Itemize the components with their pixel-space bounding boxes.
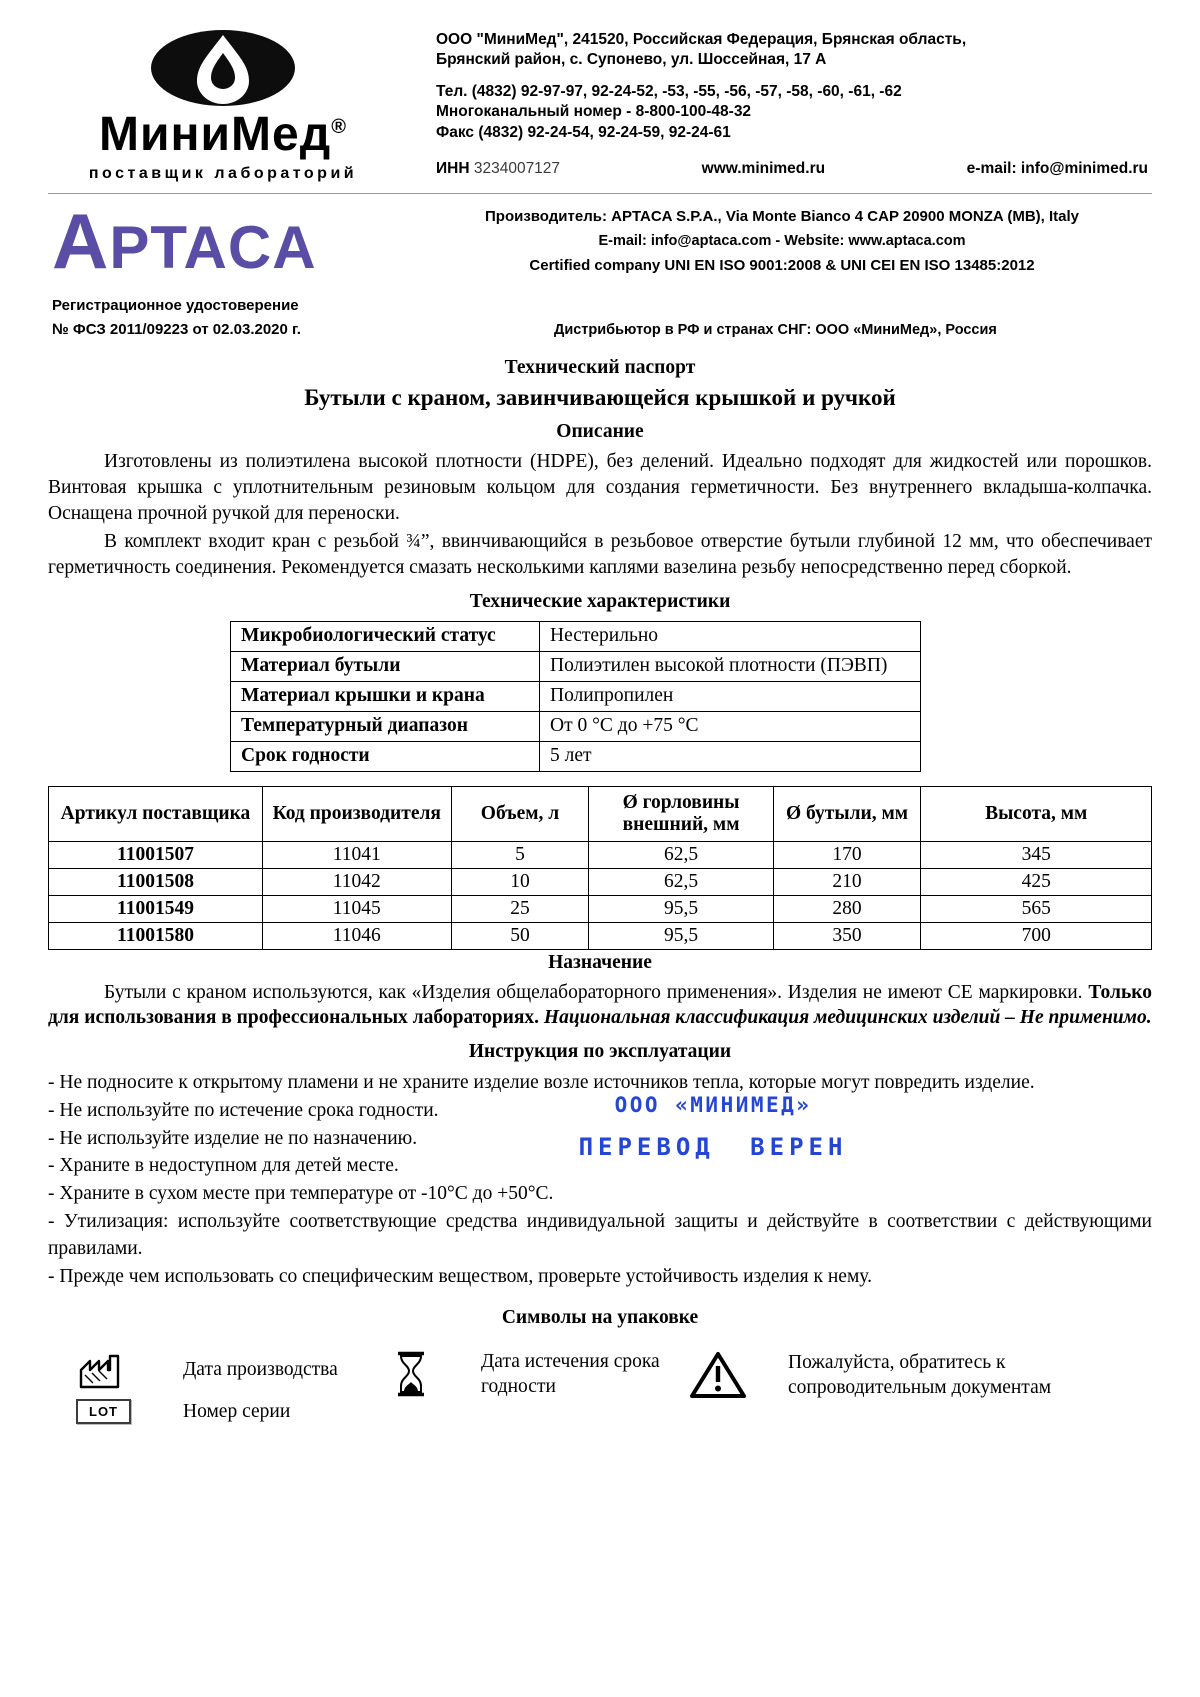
cell-neck-diameter: 62,5: [589, 841, 773, 868]
instructions-heading: Инструкция по эксплуатации: [468, 1041, 732, 1063]
description-paragraph: В комплект входит кран с резьбой ¾”, ввинчивающийся в резьбовое отверстие бутыли глубиной 12 мм, что обеспечивает герметичность соединения. Рекомендуется смазать несколькими каплями вазелина резьбу непосредственно перед сборкой.: [48, 530, 1152, 578]
products-table: [48, 786, 1152, 950]
table-row: [231, 681, 921, 711]
cell-code: 11041: [262, 841, 451, 868]
phone-line: Тел. (4832) 92-97-97, 92-24-52, -53, -55, -56, -57, -58, -60, -61, -62: [436, 83, 902, 101]
manufacturer-info: [412, 208, 1152, 274]
symbol-manufacture-date: [76, 1349, 393, 1391]
lot-box-text: LOT: [76, 1399, 131, 1424]
instruction-item: - Не используйте по истечение срока годности.: [48, 1100, 439, 1122]
description-heading: Описание: [556, 420, 644, 442]
cell-volume: 10: [451, 868, 589, 895]
cell-article: 11001507: [49, 841, 263, 868]
cell-volume: 5: [451, 841, 589, 868]
spec-value: Нестерильно: [540, 621, 921, 651]
cell-height: 345: [921, 841, 1152, 868]
aptaca-logo: [48, 197, 412, 286]
cell-article: 11001580: [49, 922, 263, 949]
cell-neck-diameter: 62,5: [589, 868, 773, 895]
registration-number: № ФСЗ 2011/09223 от 02.03.2020 г.: [52, 320, 301, 338]
brand-text: МиниМед: [99, 108, 332, 161]
cell-bottle-diameter: 170: [773, 841, 921, 868]
symbol-label: Пожалуйста, обратитесь к сопроводительным документам: [788, 1351, 1052, 1398]
symbol-expiry-date: [393, 1349, 688, 1400]
cell-bottle-diameter: 210: [773, 868, 921, 895]
minimed-flame-icon: [148, 28, 298, 108]
instruction-item: - Храните в сухом месте при температуре от -10°С до +50°С.: [48, 1183, 554, 1205]
inn-label: ИНН: [436, 159, 470, 177]
table-row: [231, 711, 921, 741]
column-header: Ø бутыли, мм: [773, 786, 921, 841]
purpose-text-bold: Только для использования в профессиональных лабораториях.: [48, 981, 1152, 1029]
warning-triangle-icon: [688, 1349, 750, 1401]
cell-height: 565: [921, 895, 1152, 922]
table-row: [49, 922, 1152, 949]
distributor-line: Дистрибьютор в РФ и странах СНГ: ООО «МиниМед», Россия: [554, 321, 997, 338]
product-title: Бутыли с краном, завинчивающейся крышкой и ручкой: [304, 384, 896, 410]
table-row: [49, 895, 1152, 922]
cell-code: 11042: [262, 868, 451, 895]
cell-neck-diameter: 95,5: [589, 895, 773, 922]
table-row: [49, 841, 1152, 868]
brand-tagline: поставщик лабораторий: [88, 165, 358, 183]
specs-table: [230, 621, 921, 772]
aptaca-logo-letter: A: [52, 197, 110, 286]
spec-value: 5 лет: [540, 741, 921, 771]
registration-certificate: [48, 294, 512, 341]
cell-volume: 50: [451, 922, 589, 949]
registered-mark: ®: [331, 116, 347, 138]
hourglass-icon: [393, 1350, 453, 1398]
email-text: e-mail: info@minimed.ru: [966, 159, 1148, 177]
cell-volume: 25: [451, 895, 589, 922]
inn-value: 3234007127: [473, 159, 561, 177]
spec-value: От 0 °С до +75 °С: [540, 711, 921, 741]
cell-code: 11046: [262, 922, 451, 949]
table-row: [231, 621, 921, 651]
registration-row: [48, 294, 1152, 341]
manufacturer-line: Производитель: APTACA S.P.A., Via Monte Bianco 4 CAP 20900 MONZA (MB), Italy: [485, 208, 1079, 226]
document-body: [48, 357, 1152, 1432]
company-phones: [436, 82, 1152, 142]
passport-title: Технический паспорт: [504, 356, 696, 378]
symbol-consult-documents: [688, 1349, 1152, 1401]
spec-label: Материал крышки и крана: [231, 681, 540, 711]
column-header: Объем, л: [451, 786, 589, 841]
symbols-heading: Символы на упаковке: [501, 1306, 699, 1328]
letterhead-top: [48, 26, 1152, 194]
instruction-item: - Храните в недоступном для детей месте.: [48, 1155, 399, 1177]
instructions-list: [48, 1069, 1152, 1291]
inn-row: [436, 159, 1152, 179]
spec-label: Микробиологический статус: [231, 621, 540, 651]
stamp-company: ООО «МИНИМЕД»: [614, 1093, 812, 1118]
instruction-item: - Прежде чем использовать со специфическим веществом, проверьте устойчивость изделия к нему.: [48, 1266, 872, 1288]
manufacturer-band: [48, 197, 1152, 286]
aptaca-logo-text: PTACA: [109, 214, 317, 282]
column-header: Высота, мм: [921, 786, 1152, 841]
cell-height: 700: [921, 922, 1152, 949]
brand-name: [48, 110, 398, 160]
factory-icon: [76, 1349, 136, 1391]
address-line: ООО "МиниМед", 241520, Российская Федерация, Брянская область,: [436, 31, 967, 48]
company-address: [436, 30, 1152, 70]
registration-line: Регистрационное удостоверение: [52, 297, 299, 315]
table-row: [231, 741, 921, 771]
column-header: Артикул поставщика: [49, 786, 263, 841]
fax-line: Факс (4832) 92-24-54, 92-24-59, 92-24-61: [436, 123, 731, 141]
company-contacts: [398, 26, 1152, 179]
symbol-label: Дата производства: [183, 1359, 338, 1381]
minimed-logo: [48, 26, 398, 183]
cell-code: 11045: [262, 895, 451, 922]
purpose-heading: Назначение: [548, 951, 652, 973]
cell-height: 425: [921, 868, 1152, 895]
lot-icon: [76, 1399, 136, 1424]
column-header: Ø горловины внешний, мм: [589, 786, 773, 841]
translation-stamp: [553, 1093, 873, 1161]
table-header-row: [49, 786, 1152, 841]
inn: [436, 159, 560, 179]
manufacturer-contact: E-mail: info@aptaca.com - Website: www.aptaca.com: [598, 233, 966, 250]
symbol-lot-number: [76, 1399, 393, 1424]
column-header: Код производителя: [262, 786, 451, 841]
website-text: www.minimed.ru: [701, 159, 826, 177]
phone-line: Многоканальный номер - 8-800-100-48-32: [436, 103, 752, 121]
symbol-label: Дата истечения срока годности: [481, 1350, 660, 1398]
address-line: Брянский район, с. Супонево, ул. Шоссейная, 17 А: [436, 51, 827, 69]
specs-heading: Технические характеристики: [469, 590, 731, 612]
description-paragraph: Изготовлены из полиэтилена высокой плотности (HDPE), без делений. Идеально подходят для жидкостей или порошков. Винтовая крышка с уплотнительным резиновым кольцом для создания герметичности. Без внутреннего вкладыша-колпачка. Оснащена прочной ручкой для переноски.: [48, 450, 1152, 524]
purpose-paragraph: [48, 980, 1152, 1032]
instruction-item: - Не подносите к открытому пламени и не храните изделие возле источников тепла, которые могут повредить изделие.: [48, 1072, 1035, 1094]
cell-neck-diameter: 95,5: [589, 922, 773, 949]
cell-article: 11001549: [49, 895, 263, 922]
instruction-item: - Не используйте изделие не по назначению.: [48, 1127, 418, 1149]
spec-label: Температурный диапазон: [231, 711, 540, 741]
cell-bottle-diameter: 350: [773, 922, 921, 949]
spec-label: Материал бутыли: [231, 651, 540, 681]
purpose-text-bold-italic: Национальная классификация медицинских изделий – Не применимо.: [543, 1007, 1152, 1029]
symbols-column-left: [48, 1349, 393, 1432]
spec-value: Полипропилен: [540, 681, 921, 711]
packaging-symbols: [48, 1349, 1152, 1432]
letterhead: [48, 26, 1152, 341]
certification-line: Certified company UNI EN ISO 9001:2008 & UNI CEI EN ISO 13485:2012: [529, 257, 1035, 275]
cell-article: 11001508: [49, 868, 263, 895]
spec-label: Срок годности: [231, 741, 540, 771]
cell-bottle-diameter: 280: [773, 895, 921, 922]
stamp-verified: ПЕРЕВОД ВЕРЕН: [578, 1133, 848, 1162]
spec-value: Полиэтилен высокой плотности (ПЭВП): [540, 651, 921, 681]
symbol-label: Номер серии: [183, 1400, 291, 1422]
instruction-item: - Утилизация: используйте соответствующие средства индивидуальной защиты и действуйте в соответствии с действующими правилами.: [48, 1210, 1152, 1260]
purpose-text: Бутыли с краном используются, как «Изделия общелабораторного применения». Изделия не имеют СЕ маркировки.: [104, 981, 1089, 1003]
table-row: [231, 651, 921, 681]
table-row: [49, 868, 1152, 895]
